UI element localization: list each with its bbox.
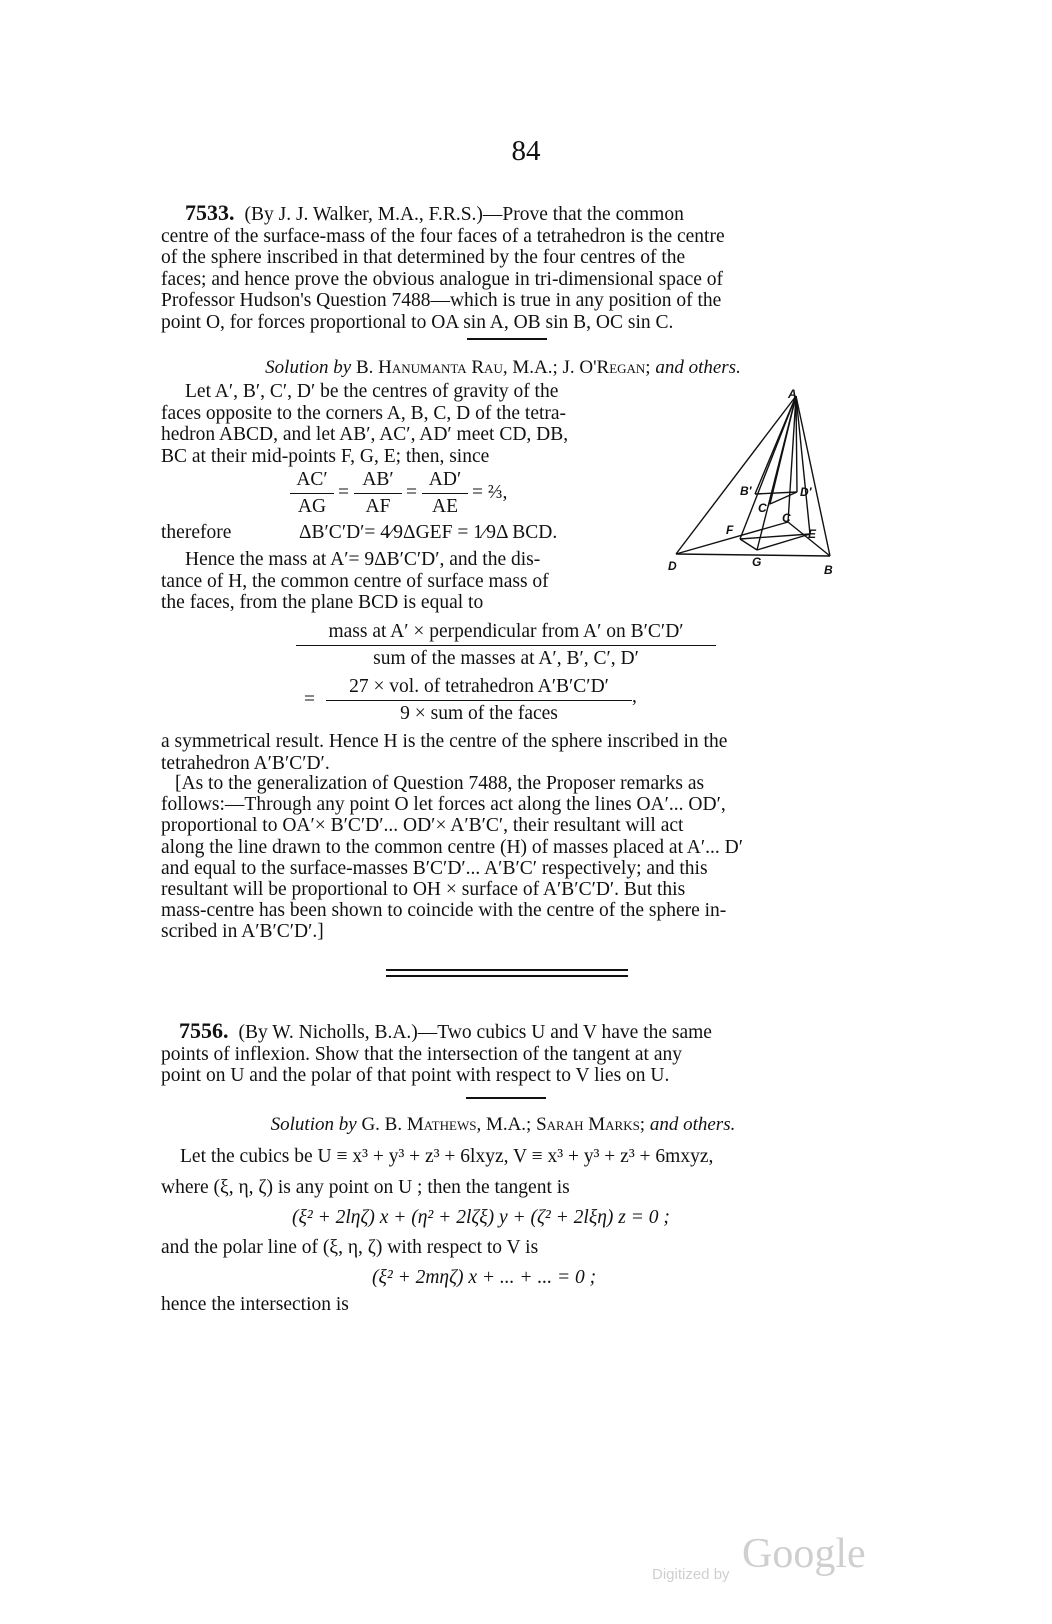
edge-AD2 <box>796 396 797 492</box>
page-number: 84 <box>511 135 541 167</box>
question-7556 <box>161 1020 845 1087</box>
therefore-label: therefore <box>161 522 232 543</box>
figure-label: D <box>668 559 677 573</box>
therefore-equation: ΔB′C′D′= 4⁄9ΔGEF = 1⁄9Δ BCD. <box>299 522 558 543</box>
google-watermark: Google <box>742 1531 866 1577</box>
edge-AD <box>676 396 796 554</box>
ratio-frac-3: $\frac{AD'}{AE}$ <box>422 469 468 518</box>
solution-text: and the polar line of (ξ, η, ζ) with respect to V is <box>161 1237 539 1258</box>
question-text: (By J. J. Walker, M.A., F.R.S.)—Prove that the common <box>244 204 684 225</box>
equals-sign: = <box>304 689 315 710</box>
polar-equation: (ξ² + 2mηζ) x + ... + ... = 0 ; <box>372 1267 597 1288</box>
figure-label: B <box>824 563 833 577</box>
figure-label: C′ <box>758 501 770 515</box>
section-divider <box>466 1097 546 1099</box>
solution-text: where (ξ, η, ζ) is any point on U ; then the tangent is <box>161 1177 570 1198</box>
volume-fraction: 27 × vol. of tetrahedron A′B′C′D′ 9 × sum of the faces <box>326 676 632 725</box>
question-text: faces; and hence prove the obvious analogue in tri-dimensional space of <box>161 268 724 290</box>
equals-sign: = <box>406 482 417 503</box>
proposer-note: [As to the generalization of Question 7488, the Proposer remarks as follows:—Through any point O let forces act along the lines OA′... OD′, proportional to OA′× B′C′D′... OD′× A′B′C′, their resultant will act along the line drawn to the common centre (H) of masses placed at A′... D′ and equal to the surface-masses B′C′D′... A′B′C′ respectively; and this resultant will be proportional to OH × surface of A′B′C′D′. But this mass-centre has been shown to coincide with the centre of the sphere in- scribed in A′B′C′D′.] <box>161 773 743 943</box>
fraction-comma: , <box>632 686 637 707</box>
solution-result: a symmetrical result. Hence H is the centre of the sphere inscribed in the tetrahedron A′B′C′D′. <box>161 731 728 774</box>
question-text: of the sphere inscribed in that determined by the four centres of the <box>161 247 686 268</box>
question-7533 <box>161 202 845 333</box>
question-text: (By W. Nicholls, B.A.)—Two cubics U and V have the same <box>238 1022 712 1043</box>
edge-BC-prime <box>755 492 797 494</box>
figure-label: G <box>752 555 762 569</box>
digitized-by-label: Digitized by <box>652 1566 730 1583</box>
figure-label: C <box>782 511 791 525</box>
edge-FG <box>740 539 757 550</box>
question-text: centre of the surface-mass of the four faces of a tetrahedron is the centre <box>161 225 725 247</box>
ratio-result: = ⅔, <box>472 482 508 503</box>
figure-label: E <box>808 527 817 541</box>
section-divider <box>467 338 547 340</box>
figure-label: A <box>788 387 797 401</box>
tangent-equation: (ξ² + 2lηζ) x + (η² + 2lζξ) y + (ζ² + 2lξη) z = 0 ; <box>292 1207 670 1228</box>
ratio-frac-2: $\frac{AB'}{AF}$ <box>354 469 402 518</box>
question-number: 7533. <box>185 200 235 225</box>
figure-label: B′ <box>740 484 752 498</box>
question-text: point O, for forces proportional to OA sin A, OB sin B, OC sin C. <box>161 311 674 333</box>
solution-hence: Hence the mass at A′= 9ΔB′C′D′, and the dis- tance of H, the common centre of surface mass of the faces, from the plane BCD is equal to <box>161 549 549 613</box>
question-text: Professor Hudson's Question 7488—which is true in any position of the <box>161 290 722 311</box>
question-number: 7556. <box>179 1018 229 1043</box>
solution-heading: Solution by B. Hanumanta Rau, M.A.; J. O'Regan; and others. <box>265 357 741 378</box>
cubics-definition: Let the cubics be U ≡ x³ + y³ + z³ + 6lxyz, V ≡ x³ + y³ + z³ + 6mxyz, <box>180 1146 714 1167</box>
ratio-frac-1: $\frac{AC'}{AG}$ <box>290 469 334 518</box>
solution-heading: Solution by G. B. Mathews, M.A.; Sarah Marks; and others. <box>270 1114 736 1135</box>
edge-AE <box>796 396 810 534</box>
edge-C-prime-D-prime <box>770 492 797 504</box>
equals-sign: = <box>338 482 349 503</box>
figure-label: F <box>726 523 734 537</box>
double-rule-bottom <box>386 975 628 977</box>
question-text: points of inflexion. Show that the intersection of the tangent at any <box>161 1043 682 1065</box>
solution-intro: Let A′, B′, C′, D′ be the centres of gravity of the faces opposite to the corners A, B, C, D of the tetra- hedron ABCD, and let AB′, AC′, AD′ meet CD, DB, BC at their mid-points F, G, E; then, since <box>161 381 569 467</box>
double-rule-top <box>386 969 628 971</box>
question-text: point on U and the polar of that point with respect to V lies on U. <box>161 1065 670 1086</box>
question-7533-line-1 <box>161 202 845 226</box>
tetrahedron-figure <box>660 384 860 584</box>
figure-label: D′ <box>800 485 812 499</box>
mass-fraction: mass at A′ × perpendicular from A′ on B′C′D′ sum of the masses at A′, B′, C′, D′ <box>296 621 716 670</box>
solution-text: hence the intersection is <box>161 1294 349 1315</box>
